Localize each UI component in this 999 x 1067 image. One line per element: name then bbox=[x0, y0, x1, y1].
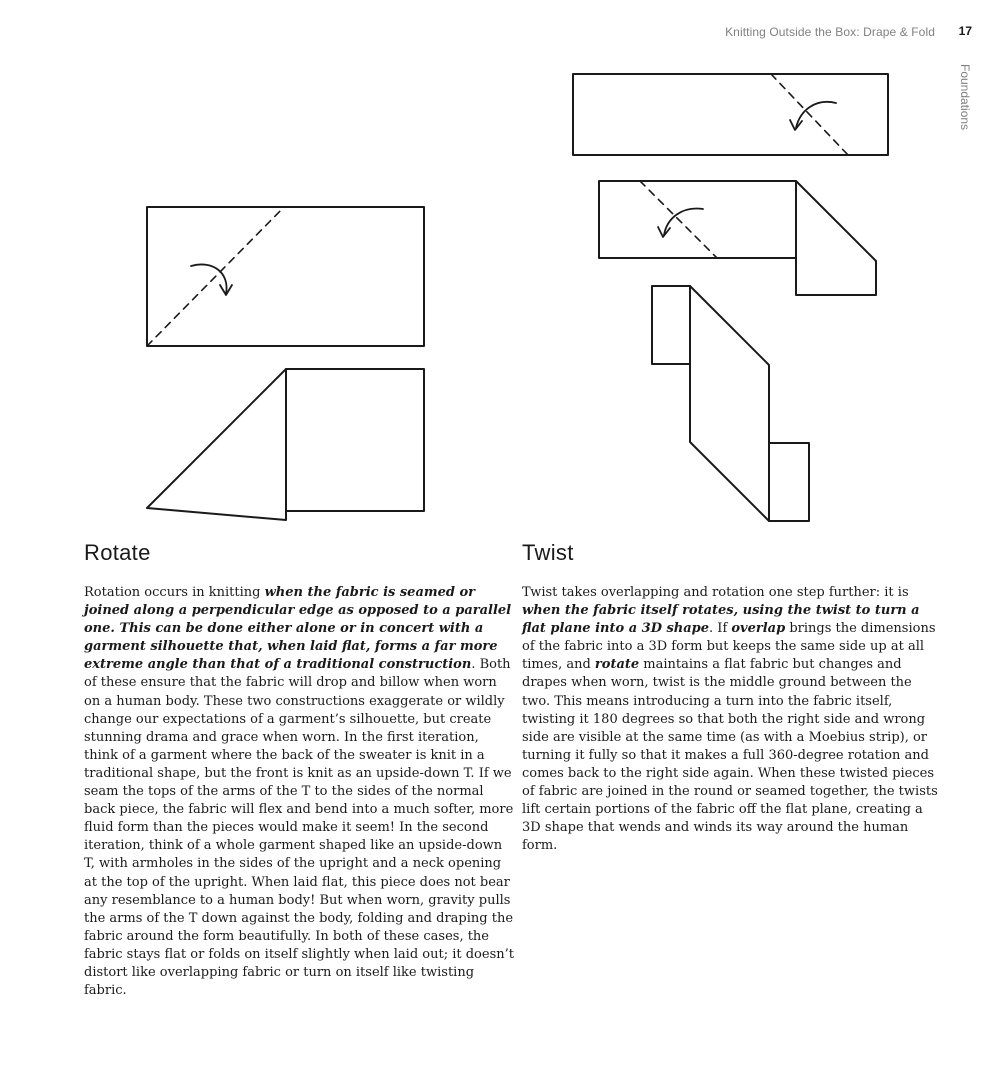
rotate-fold-rectangle bbox=[147, 207, 424, 346]
rotate-emphasis: when the fabric is seamed or joined along a perpendicular edge as opposed to a parallel one. This can be done either alone or in concert with a garment silhouette that, when laid flat, forms a far more extreme angle than that of a traditional construction bbox=[84, 585, 512, 673]
rotate-text-1: Rotation occurs in knitting bbox=[84, 585, 265, 600]
twist-text-3: brings the dimensions of the fabric into a 3D form but keeps the same side up at all times, and bbox=[522, 621, 936, 673]
twist-fold-rectangle bbox=[573, 74, 888, 155]
rotate-heading: Rotate bbox=[84, 540, 151, 565]
twist-paragraph bbox=[522, 584, 942, 855]
running-title: Knitting Outside the Box: Drape & Fold bbox=[725, 25, 935, 39]
twist-text-4: maintains a flat fabric but changes and drapes when worn, twist is the middle ground between the two. This means introducing a turn into the fabric itself, twisting it 180 degrees so that both the right side and wrong side are visible at the same time (as with a Moebius strip), or turning it fully so that it makes a full 360-degree rotation and comes back to the right side again. When these twisted pieces of fabric are joined in the round or seamed together, the twists lift certain portions of the fabric off the flat plane, creating a 3D shape that wends and winds its way around the human form. bbox=[522, 657, 938, 854]
twist-step-two bbox=[599, 181, 876, 295]
rotate-result-shape bbox=[147, 369, 424, 520]
twist-heading: Twist bbox=[522, 540, 574, 565]
twist-text-1: Twist takes overlapping and rotation one step further: it is bbox=[522, 585, 909, 600]
rotate-text-2: . Both of these ensure that the fabric will drop and billow when worn on a human body. These two constructions exaggerate or wildly change our expectations of a garment’s silhouette, but create stunning drama and grace when worn. In the first iteration, think of a garment where the back of the sweater is knit in a traditional shape, but the front is knit as an upside-down T. If we seam the tops of the arms of the T to the sides of the normal back piece, the fabric will flex and bend into a much softer, more fluid form than the pieces would make it seem! In the second iteration, think of a whole garment shaped like an upside-down T, with armholes in the sides of the upright and a neck opening at the top of the upright. When laid flat, this piece does not bear any resemblance to a human body! But when worn, gravity pulls the arms of the T down against the body, folding and draping the fabric around the form beautifully. In both of these cases, the fabric stays flat or folds on itself slightly when laid out; it doesn’t distort like overlapping fabric or turn on itself like twisting fabric. bbox=[84, 657, 514, 999]
page-number: 17 bbox=[958, 24, 972, 38]
twist-emphasis-1: when the fabric itself rotates, using the twist to turn a flat plane into a 3D shape bbox=[522, 603, 920, 637]
twist-result-shape bbox=[652, 286, 809, 521]
rotate-paragraph bbox=[84, 584, 514, 1000]
twist-text-2: . If bbox=[709, 621, 732, 637]
twist-emphasis-rotate: rotate bbox=[594, 657, 640, 673]
section-tab: Foundations bbox=[958, 64, 972, 131]
twist-emphasis-overlap: overlap bbox=[731, 621, 786, 637]
